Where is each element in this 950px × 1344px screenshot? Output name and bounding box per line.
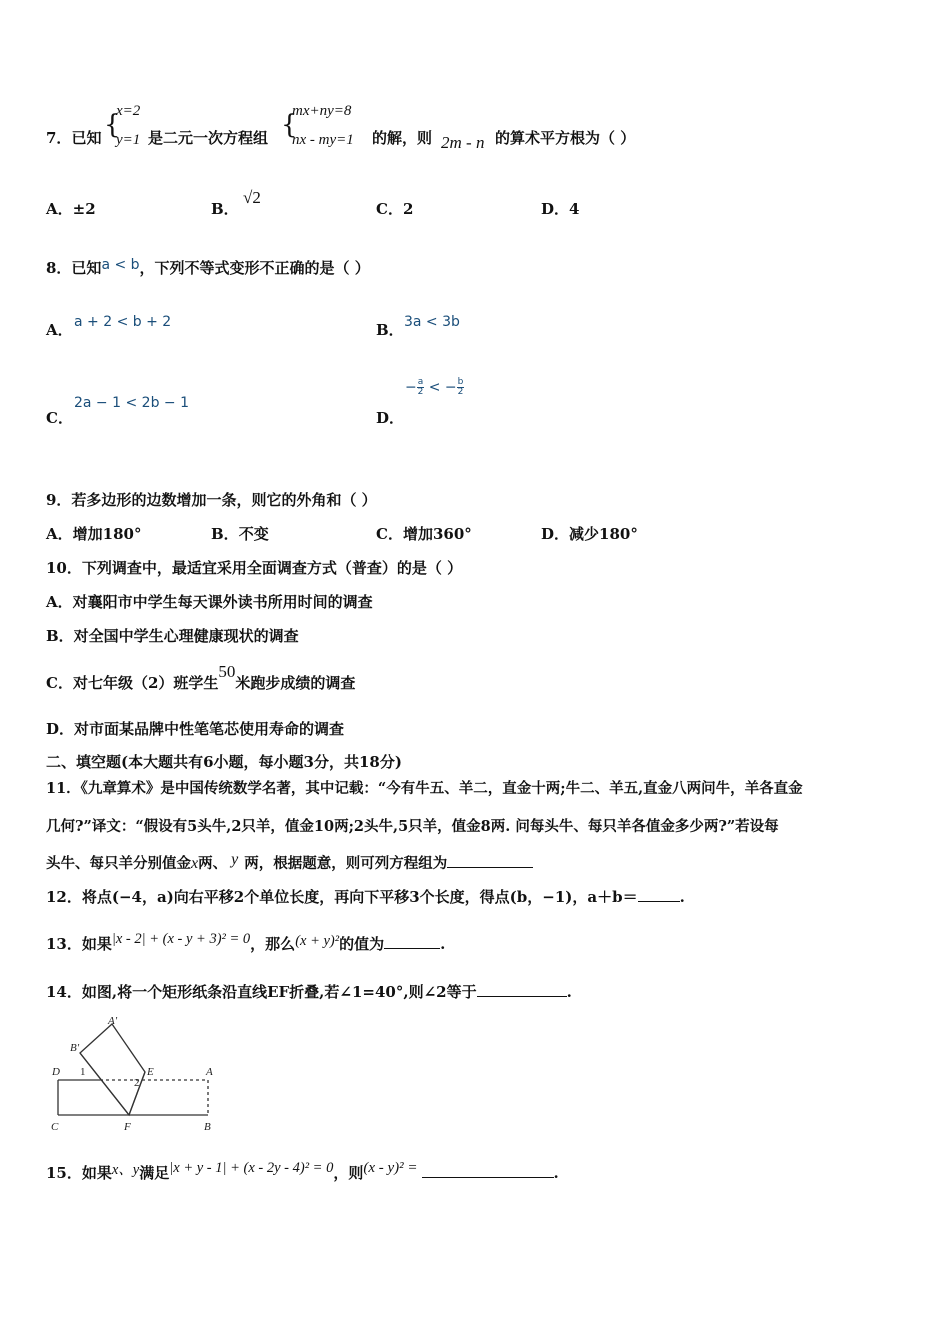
q9-option-d-label: D． xyxy=(541,525,570,543)
q11-var-y: y xyxy=(231,851,239,868)
q12-text: 12．将点(−4，a)向右平移2个单位长度，再向下平移3个长度，得点(b，−1)，a＋b＝ xyxy=(46,888,638,906)
q14-answer-blank[interactable] xyxy=(477,982,567,997)
q8-option-b-label: B． xyxy=(376,321,404,339)
q11-line1: 11．《九章算术》是中国传统数学名著，其中记载：“今有牛五、羊二，直金十两;牛二、羊五,直金八两问牛，羊各直金 xyxy=(46,780,803,797)
q9-option-c[interactable] xyxy=(376,524,472,544)
q13-post: 的值为 xyxy=(339,935,385,953)
q10-option-b[interactable]: B．对全国中学生心理健康现状的调查 xyxy=(46,627,299,645)
frac-a-den: 2 xyxy=(417,387,424,397)
q9-option-b[interactable] xyxy=(211,524,269,544)
folded-flap xyxy=(80,1024,145,1115)
q7-option-b[interactable] xyxy=(211,199,239,219)
q7-sys2-top: mx+ny=8 xyxy=(292,103,352,119)
q7-option-c-label: C． xyxy=(376,200,403,218)
q10-stem: 10．下列调查中，最适宜采用全面调查方式（普查）的是（ ） xyxy=(46,559,463,577)
label-a: A xyxy=(206,1066,213,1078)
q7-option-b-label: B． xyxy=(211,200,239,218)
q8-option-c-expr: 2a − 1 < 2b − 1 xyxy=(74,395,189,411)
label-b-prime: B' xyxy=(70,1042,80,1054)
q15-end: . xyxy=(553,1164,559,1182)
q8-option-c[interactable] xyxy=(46,408,73,428)
q8-option-d-expr xyxy=(405,378,464,397)
q9-option-d[interactable] xyxy=(541,524,638,544)
q15-vars: x、y xyxy=(111,1162,140,1178)
label-d: D xyxy=(52,1066,60,1078)
label-e: E xyxy=(147,1066,154,1078)
frac-b-num: b xyxy=(457,377,464,387)
flap-inner-line xyxy=(80,1053,129,1115)
q7-mid: 是二元一次方程组 xyxy=(148,129,269,147)
q9-option-c-text: 增加360° xyxy=(402,525,472,543)
label-b: B xyxy=(204,1121,211,1133)
frac-b-den: 2 xyxy=(457,387,464,397)
label-a-prime: A' xyxy=(108,1015,118,1027)
q7-sys1-bottom: y=1 xyxy=(116,132,141,148)
q11-var-x: x xyxy=(191,855,199,872)
q9-stem: 9．若多边形的边数增加一条，则它的外角和（ ） xyxy=(46,491,377,509)
q13-answer-blank[interactable] xyxy=(384,934,440,949)
q12-answer-blank[interactable] xyxy=(638,887,680,902)
q7-expr: 2m - n xyxy=(441,133,485,152)
q15-equation: |x + y - 1| + (x - 2y - 4)² = 0 xyxy=(169,1160,334,1176)
q9-option-d-text: 减少180° xyxy=(569,525,638,543)
q7-option-d[interactable] xyxy=(541,199,579,219)
q8-condition: a < b xyxy=(101,257,140,273)
q8-option-d-frac-b xyxy=(457,378,465,397)
q7-stem xyxy=(46,128,101,148)
frac-a-num: a xyxy=(417,377,424,387)
q13-expression: (x + y)² xyxy=(295,933,340,949)
q7-sys2-brace: { xyxy=(281,110,298,140)
label-two: 2 xyxy=(134,1077,140,1089)
q7-option-c-text: 2 xyxy=(402,200,414,218)
q7-option-d-text: 4 xyxy=(569,200,580,218)
section2-heading: 二、填空题(本大题共有6小题，每小题3分，共18分) xyxy=(46,753,402,771)
q13-mid: ，那么 xyxy=(250,935,296,953)
q12-line xyxy=(46,887,685,907)
q8-stem xyxy=(46,258,370,279)
q15-mid2: ，则 xyxy=(333,1164,364,1182)
q11-line2: 几何?”译文：“假设有5头牛,2只羊，值金10两;2头牛,5只羊，值金8两. 问每头牛、每只羊各值金多少两?”若设每 xyxy=(46,818,779,835)
q9-option-c-label: C． xyxy=(376,525,403,543)
q8-option-d-label: D． xyxy=(376,409,405,427)
q9-option-a-text: 增加180° xyxy=(72,525,142,543)
q10-option-c[interactable] xyxy=(46,662,356,693)
q7-option-a-text: ±2 xyxy=(72,200,96,218)
q10-option-d[interactable]: D．对市面某品牌中性笔笔芯使用寿命的调查 xyxy=(46,720,345,738)
q7-option-d-label: D． xyxy=(541,200,570,218)
q7-sys2-bottom: nx - my=1 xyxy=(292,132,354,148)
q7-tail1: 的解，则 xyxy=(372,129,433,147)
q15-answer-blank[interactable] xyxy=(422,1163,554,1178)
q8-option-b[interactable] xyxy=(376,320,404,340)
q14-text: 14．如图,将一个矩形纸条沿直线EF折叠,若∠1=40°,则∠2等于 xyxy=(46,983,477,1001)
q8-option-c-label: C． xyxy=(46,409,73,427)
q15-mid1: 满足 xyxy=(139,1164,170,1182)
q7-tail2: 的算术平方根为（ ） xyxy=(495,129,636,147)
q11-line3-mid: 两、 xyxy=(198,855,228,872)
q8-option-a-label: A． xyxy=(46,321,73,339)
q10-option-a[interactable]: A．对襄阳市中学生每天课外读书所用时间的调查 xyxy=(46,593,373,611)
q8-option-d-minus: − xyxy=(405,379,417,396)
q13-end: . xyxy=(440,935,446,953)
q9-option-b-label: B． xyxy=(211,525,239,543)
q11-line3 xyxy=(46,853,533,874)
q12-end: . xyxy=(679,888,685,906)
q15-line xyxy=(46,1160,559,1184)
q7-sys1-top: x=2 xyxy=(116,103,141,119)
q9-option-b-text: 不变 xyxy=(238,525,269,543)
q8-option-d-mid: < − xyxy=(424,379,457,396)
q7-option-c[interactable] xyxy=(376,199,413,219)
q10-option-c-post: 米跑步成绩的调查 xyxy=(235,674,356,692)
q11-line3-post: 两，根据题意，则可列方程组为 xyxy=(244,855,448,872)
label-f: F xyxy=(124,1121,131,1133)
q9-option-a-label: A． xyxy=(46,525,73,543)
q8-option-a[interactable] xyxy=(46,320,73,340)
q8-option-b-expr: 3a < 3b xyxy=(404,314,460,330)
q13-equation: |x - 2| + (x - y + 3)² = 0 xyxy=(111,931,251,947)
q10-option-c-number: 50 xyxy=(218,662,236,681)
q8-stem-post: ，下列不等式变形不正确的是（ ） xyxy=(139,259,370,277)
q14-line xyxy=(46,982,572,1002)
q15-expression: (x - y)² = xyxy=(363,1160,418,1176)
q7-known: 已知 xyxy=(71,129,102,147)
label-c: C xyxy=(51,1121,59,1133)
q8-option-a-expr: a + 2 < b + 2 xyxy=(74,314,172,330)
q11-answer-blank[interactable] xyxy=(447,853,533,868)
q7-option-b-sqrt2: √2 xyxy=(243,188,261,207)
q13-pre: 13．如果 xyxy=(46,935,112,953)
q14-end: . xyxy=(566,983,572,1001)
q14-figure xyxy=(46,1014,236,1136)
label-one: 1 xyxy=(80,1066,86,1078)
q7-number: 7． xyxy=(46,129,72,147)
q13-line xyxy=(46,931,446,955)
q11-line3-pre: 头牛、每只羊分别值金 xyxy=(46,855,191,872)
q7-sys1-brace: { xyxy=(104,110,121,140)
q7-option-a[interactable] xyxy=(46,199,96,219)
q8-stem-pre: 8．已知 xyxy=(46,259,102,277)
q15-pre: 15．如果 xyxy=(46,1164,112,1182)
q10-option-c-pre: C．对七年级（2）班学生 xyxy=(46,674,219,692)
q7-option-a-label: A． xyxy=(46,200,73,218)
q8-option-d[interactable] xyxy=(376,408,404,428)
q9-option-a[interactable] xyxy=(46,524,141,544)
